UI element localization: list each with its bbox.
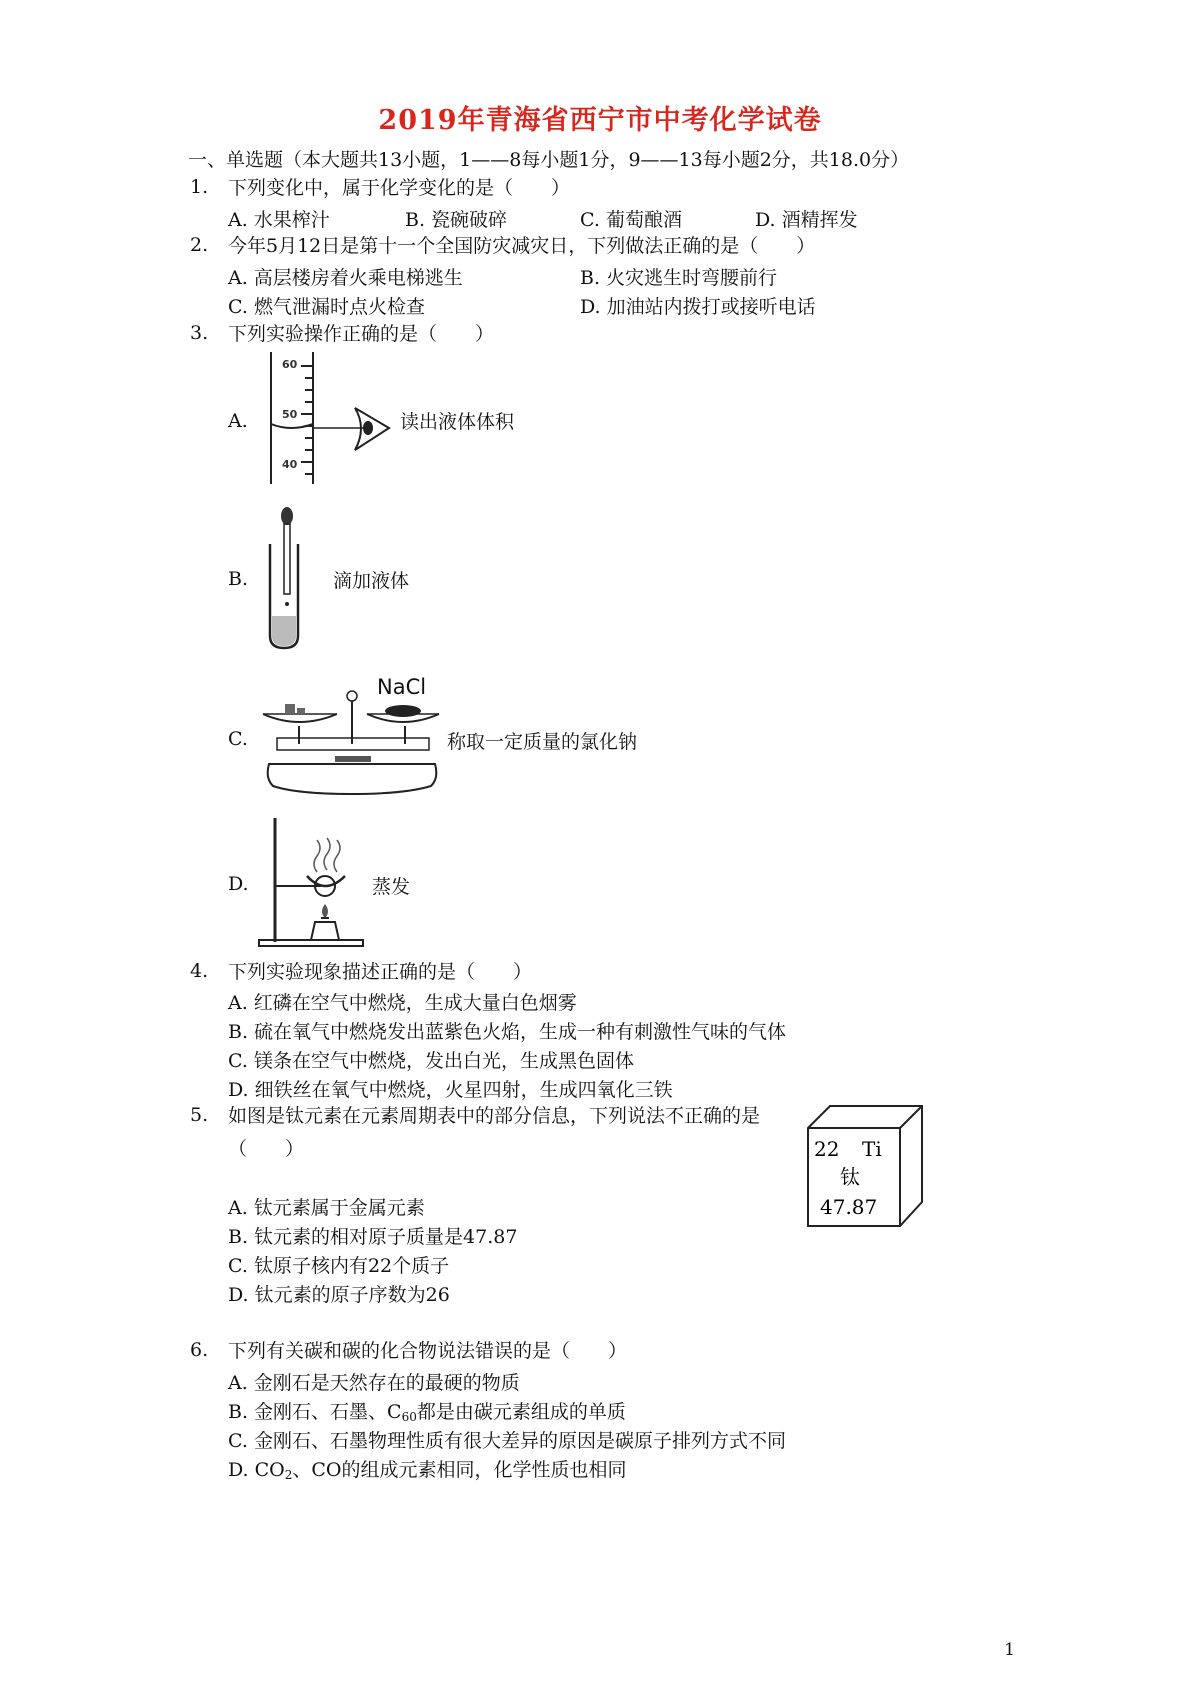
q6-option-c: C. 金刚石、石墨物理性质有很大差异的原因是碳原子排列方式不同: [228, 1430, 786, 1452]
page-number: 1: [1004, 1640, 1015, 1660]
q3-option-c-label: C.: [228, 728, 248, 750]
q4-number: 4.: [190, 960, 209, 982]
cylinder-tick-40: 40: [282, 458, 298, 471]
q5-number: 5.: [190, 1104, 209, 1126]
q1-option-c: C. 葡萄酿酒: [580, 209, 682, 231]
q5-stem: 如图是钛元素在元素周期表中的部分信息，下列说法不正确的是: [228, 1105, 761, 1127]
q6-number: 6.: [190, 1339, 209, 1361]
q3-option-d-label: D.: [228, 873, 249, 895]
q3-option-c-caption: 称取一定质量的氯化钠: [447, 731, 638, 753]
q3-stem: 下列实验操作正确的是（ ）: [228, 323, 495, 345]
q6-option-d-post: 、CO的组成元素相同，化学性质也相同: [292, 1459, 627, 1481]
cylinder-tick-60: 60: [282, 358, 298, 371]
q5-option-c: C. 钛原子核内有22个质子: [228, 1255, 450, 1277]
q4-stem: 下列实验现象描述正确的是（ ）: [228, 961, 533, 983]
element-name: 钛: [840, 1165, 860, 1189]
q1-number: 1.: [190, 176, 209, 198]
q5-option-d: D. 钛元素的原子序数为26: [228, 1284, 450, 1306]
q6-option-d: [228, 1455, 627, 1482]
exam-title: 2019年青海省西宁市中考化学试卷: [378, 105, 822, 136]
graduated-cylinder-figure: [255, 352, 395, 484]
q2-option-a: A. 高层楼房着火乘电梯逃生: [228, 267, 463, 289]
q6-option-b-pre: B. 金刚石、石墨、C: [228, 1401, 402, 1423]
q6-option-b-post: 都是由碳元素组成的单质: [416, 1401, 626, 1423]
cylinder-tick-50: 50: [282, 408, 298, 421]
q3-option-b-label: B.: [228, 568, 249, 590]
q6-option-b: [228, 1397, 626, 1424]
q3-option-b-caption: 滴加液体: [333, 570, 410, 592]
nacl-label: NaCl: [377, 675, 427, 699]
q5-paren: （ ）: [228, 1138, 305, 1160]
q4-option-a: A. 红磷在空气中燃烧，生成大量白色烟雾: [228, 992, 577, 1014]
q2-number: 2.: [190, 234, 209, 256]
element-tile-figure: [806, 1104, 924, 1228]
q2-stem: 今年5月12日是第十一个全国防灾减灾日，下列做法正确的是（ ）: [228, 235, 816, 257]
q2-option-b: B. 火灾逃生时弯腰前行: [580, 267, 778, 289]
q3-option-a-caption: 读出液体体积: [400, 411, 515, 433]
element-number: 22: [814, 1137, 840, 1161]
q1-option-d: D. 酒精挥发: [755, 209, 858, 231]
q6-option-d-pre: D. CO: [228, 1459, 285, 1481]
balance-scale-figure: [255, 668, 445, 804]
section-heading: 一、单选题（本大题共13小题，1——8每小题1分，9——13每小题2分，共18.0分）: [188, 149, 910, 171]
q6-option-a: A. 金刚石是天然存在的最硬的物质: [228, 1372, 520, 1394]
q6-option-d-sub: 2: [284, 1468, 293, 1482]
q1-stem: 下列变化中，属于化学变化的是（ ）: [228, 177, 571, 199]
q3-option-d-caption: 蒸发: [372, 876, 411, 898]
element-mass: 47.87: [820, 1195, 878, 1219]
q4-option-d: D. 细铁丝在氧气中燃烧，火星四射，生成四氧化三铁: [228, 1079, 673, 1101]
q6-stem: 下列有关碳和碳的化合物说法错误的是（ ）: [228, 1340, 628, 1362]
evaporation-figure: [255, 818, 365, 948]
dropper-test-tube-figure: [266, 504, 302, 650]
q4-option-c: C. 镁条在空气中燃烧，发出白光，生成黑色固体: [228, 1050, 634, 1072]
element-symbol: Ti: [862, 1137, 882, 1161]
q2-option-c: C. 燃气泄漏时点火检查: [228, 296, 425, 318]
q5-option-a: A. 钛元素属于金属元素: [228, 1197, 425, 1219]
q3-number: 3.: [190, 322, 209, 344]
q2-option-d: D. 加油站内拨打或接听电话: [580, 296, 816, 318]
q6-option-b-sub: 60: [401, 1410, 417, 1424]
q1-option-b: B. 瓷碗破碎: [405, 209, 508, 231]
q4-option-b: B. 硫在氧气中燃烧发出蓝紫色火焰，生成一种有刺激性气味的气体: [228, 1021, 787, 1043]
q5-option-b: B. 钛元素的相对原子质量是47.87: [228, 1226, 518, 1248]
q3-option-a-label: A.: [228, 410, 248, 432]
q1-option-a: A. 水果榨汁: [228, 209, 330, 231]
